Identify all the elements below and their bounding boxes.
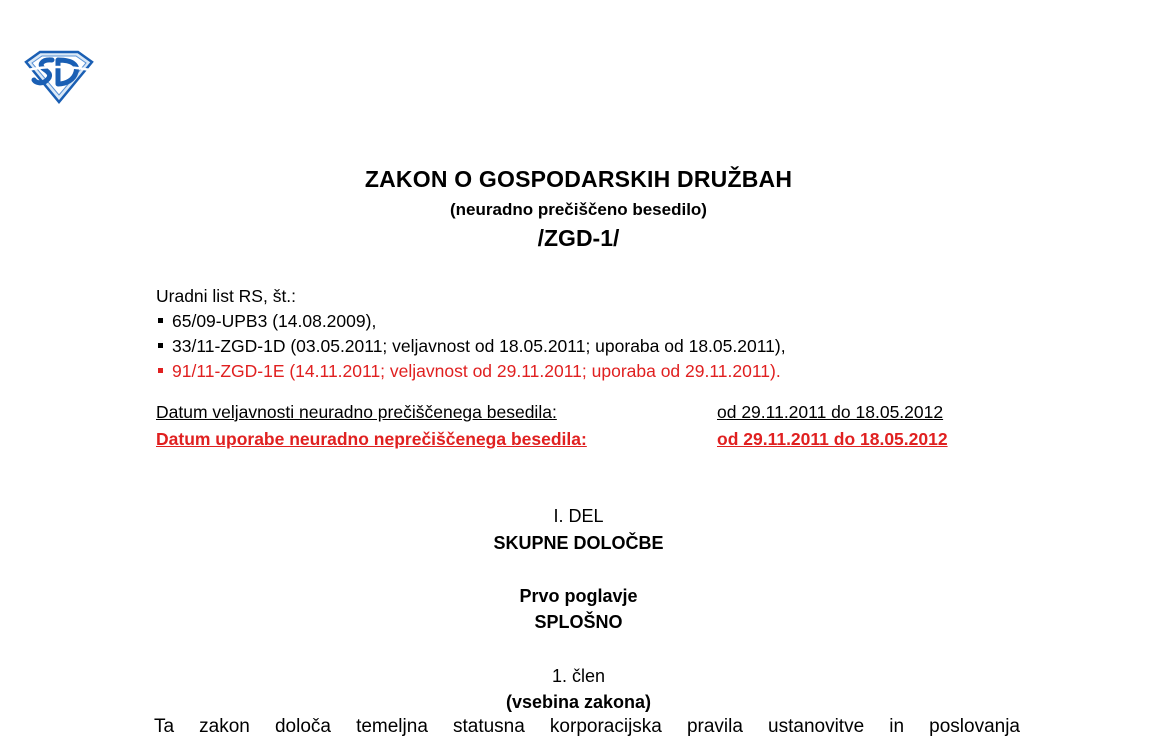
gazette-label: Uradni list RS, št.: — [156, 286, 297, 306]
gazette-item: 33/11-ZGD-1D (03.05.2011; veljavnost od 18.05.2011; uporaba od 18.05.2011), — [156, 334, 786, 359]
document-title: ZAKON O GOSPODARSKIH DRUŽBAH — [364, 166, 793, 192]
validity-label: Datum veljavnosti neuradno prečiščenega besedila: — [156, 402, 557, 422]
document-subtitle: (neuradno prečiščeno besedilo) — [450, 200, 707, 219]
bullet-icon — [158, 343, 163, 348]
sd-logo-icon — [22, 48, 96, 104]
part-title: SKUPNE DOLOČBE — [493, 533, 664, 553]
chapter-number: Prvo poglavje — [519, 586, 638, 606]
gazette-references — [156, 284, 786, 384]
article-body-text: Ta zakon določa temeljna statusna korporacijska pravila ustanovitve in poslovanja — [154, 716, 1020, 737]
gazette-item-highlighted: 91/11-ZGD-1E (14.11.2011; veljavnost od 29.11.2011; uporaba od 29.11.2011). — [156, 359, 786, 384]
chapter-title: SPLOŠNO — [534, 612, 623, 632]
article-number: 1. člen — [551, 666, 606, 686]
gazette-item: 65/09-UPB3 (14.08.2009), — [156, 309, 786, 334]
document-abbreviation: /ZGD-1/ — [537, 225, 620, 251]
bullet-icon — [158, 368, 163, 373]
use-value: od 29.11.2011 do 18.05.2012 — [717, 429, 948, 449]
article-title: (vsebina zakona) — [505, 692, 652, 712]
use-label: Datum uporabe neuradno neprečiščenega besedila: — [156, 429, 587, 449]
part-number: I. DEL — [553, 506, 604, 526]
bullet-icon — [158, 318, 163, 323]
validity-value: od 29.11.2011 do 18.05.2012 — [717, 402, 944, 422]
